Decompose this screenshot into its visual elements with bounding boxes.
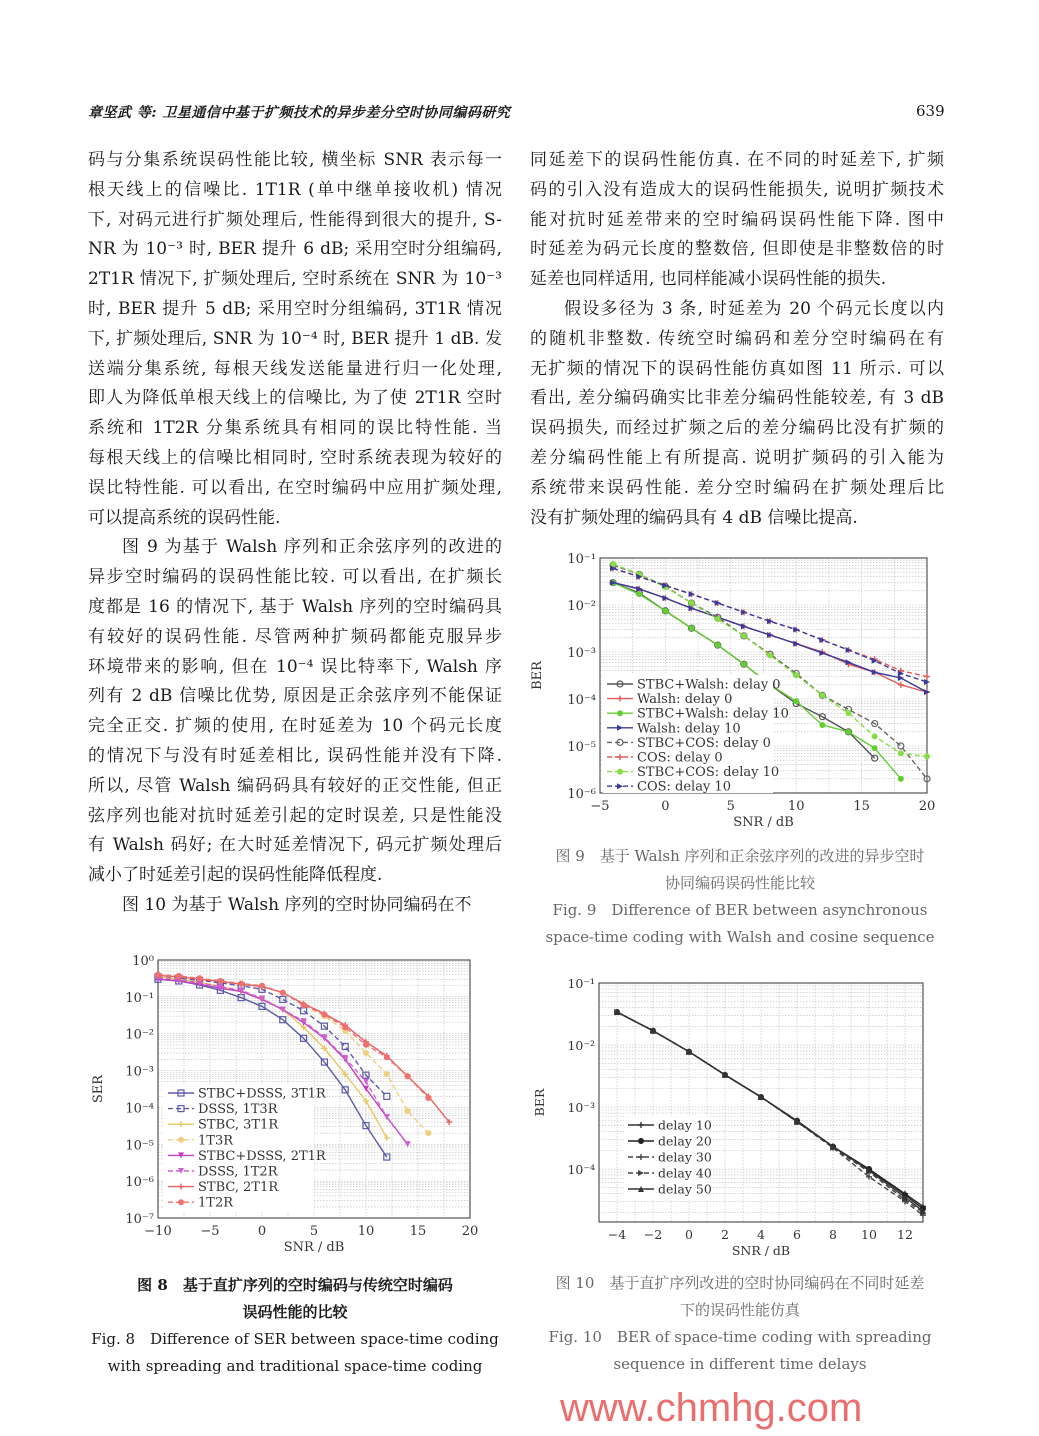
text-line: 减小了时延差引起的误码性能降低程度. bbox=[88, 865, 383, 886]
x-tick-label: 20 bbox=[918, 799, 936, 814]
data-point bbox=[846, 729, 852, 735]
caption-zh-line: 图 9 基于 Walsh 序列和正余弦序列的改进的异步空时 bbox=[555, 847, 925, 865]
page-number: 639 bbox=[916, 102, 945, 120]
x-tick-label: 0 bbox=[661, 799, 670, 814]
data-point bbox=[176, 973, 182, 979]
text-line: 延差也同样适用, 也同样能减小误码性能的损失. bbox=[530, 269, 887, 290]
caption-zh-line: 图 8 基于直扩序列的空时编码与传统空时编码 bbox=[137, 1276, 453, 1294]
x-tick-label: −5 bbox=[590, 799, 610, 814]
y-tick-label: 10⁻² bbox=[567, 1038, 595, 1054]
data-point bbox=[715, 616, 721, 622]
text-line: 无扩频的情况下的误码性能仿真如图 11 所示. 可以 bbox=[530, 358, 944, 379]
text-line: 有较好的误码性能. 尽管两种扩频码都能克服异步 bbox=[88, 626, 502, 647]
data-point bbox=[819, 722, 825, 728]
y-tick-label: 10⁰ bbox=[132, 954, 154, 969]
text-line: 能对抗时延差带来的空时编码误码性能下降. 图中 bbox=[530, 209, 944, 230]
x-tick-label: 5 bbox=[726, 799, 735, 814]
text-line: 即人为降低单根天线上的信噪比, 为了使 2T1R 空时 bbox=[88, 388, 502, 409]
caption-zh-line: 图 10 基于直扩序列改进的空时协同编码在不同时延差 bbox=[555, 1274, 925, 1292]
legend-marker bbox=[617, 710, 623, 716]
x-tick-label: 15 bbox=[853, 799, 870, 814]
caption-en-line: with spreading and traditional space-time coding bbox=[107, 1357, 483, 1375]
data-point bbox=[662, 608, 668, 614]
text-line: 码的引入没有造成大的误码性能损失, 说明扩频技术 bbox=[530, 179, 944, 200]
x-tick-label: 5 bbox=[309, 1224, 319, 1239]
legend-label: delay 10 bbox=[658, 1117, 712, 1133]
text-line: 完全正交. 扩频的使用, 在时延差为 10 个码元长度 bbox=[88, 716, 502, 737]
data-point bbox=[741, 633, 747, 639]
legend-label: DSSS, 1T3R bbox=[198, 1102, 278, 1118]
x-tick-label: 0 bbox=[685, 1227, 693, 1242]
x-tick-label: 12 bbox=[897, 1227, 913, 1242]
data-point bbox=[425, 1095, 431, 1101]
y-tick-label: 10⁻² bbox=[567, 599, 596, 614]
figure-8-caption bbox=[88, 1272, 502, 1380]
data-point bbox=[689, 625, 695, 631]
caption-en-line: sequence in different time delays bbox=[613, 1355, 867, 1373]
y-tick-label: 10⁻² bbox=[125, 1027, 154, 1043]
data-point bbox=[217, 978, 223, 984]
x-tick-label: −10 bbox=[144, 1224, 172, 1239]
data-point bbox=[793, 698, 799, 704]
data-point bbox=[301, 1002, 307, 1008]
legend-label: STBC+Walsh: delay 10 bbox=[637, 706, 789, 722]
text-line: 环境带来的影响, 但在 10⁻⁴ 误比特率下, Walsh 序 bbox=[88, 656, 502, 677]
legend-label: Walsh: delay 0 bbox=[637, 692, 733, 708]
legend-label: DSSS, 1T2R bbox=[198, 1164, 278, 1180]
data-point bbox=[197, 975, 203, 981]
data-point bbox=[819, 692, 825, 698]
y-tick-label: 10⁻³ bbox=[567, 646, 596, 661]
x-tick-label: −2 bbox=[643, 1227, 663, 1242]
data-point bbox=[342, 1024, 348, 1030]
y-axis-label: SER bbox=[91, 1074, 106, 1104]
data-point bbox=[384, 1054, 390, 1060]
x-tick-label: −4 bbox=[607, 1227, 627, 1242]
text-line: 时, BER 提升 5 dB; 采用空时分组编码, 3T1R 情况 bbox=[88, 298, 502, 319]
series-line bbox=[158, 975, 428, 1098]
text-line: 下, 对码元进行扩频处理后, 性能得到很大的提升, S- bbox=[88, 209, 502, 230]
text-line: 没有扩频处理的编码具有 4 dB 信噪比提高. bbox=[530, 507, 858, 528]
y-tick-label: 10⁻¹ bbox=[125, 990, 154, 1006]
text-line: 的情况下与没有时延差相比, 误码性能并没有下降. bbox=[88, 745, 502, 766]
data-point bbox=[363, 1050, 369, 1056]
legend-label: STBC+DSSS, 2T1R bbox=[198, 1148, 326, 1164]
y-tick-label: 10⁻³ bbox=[125, 1064, 154, 1080]
x-tick-label: 10 bbox=[787, 799, 805, 814]
caption-zh-line: 误码性能的比较 bbox=[242, 1303, 348, 1321]
y-tick-label: 10⁻⁶ bbox=[567, 787, 596, 802]
legend-marker bbox=[617, 769, 623, 775]
text-line: 码与分集系统误码性能比较, 横坐标 SNR 表示每一 bbox=[88, 150, 502, 170]
y-tick-label: 10⁻³ bbox=[567, 1100, 595, 1116]
data-point bbox=[924, 674, 930, 680]
y-axis-label: BER bbox=[530, 661, 545, 690]
y-tick-label: 10⁻⁵ bbox=[567, 740, 596, 755]
text-line: 图 10 为基于 Walsh 序列的空时协同编码在不 bbox=[122, 894, 472, 915]
caption-en-line: space-time coding with Walsh and cosine sequence bbox=[545, 928, 935, 946]
data-point bbox=[280, 990, 286, 996]
x-axis-label: SNR / dB bbox=[731, 1243, 791, 1258]
data-point bbox=[636, 591, 642, 597]
text-line: 误比特性能. 可以看出, 在空时编码中应用扩频处理, bbox=[88, 477, 502, 498]
y-tick-label: 10⁻⁴ bbox=[567, 1162, 595, 1178]
data-point bbox=[846, 710, 852, 716]
data-point bbox=[793, 672, 799, 678]
caption-en-line: Fig. 8 Difference of SER between space-time coding bbox=[91, 1330, 499, 1348]
left-column bbox=[88, 146, 502, 921]
text-line: 异步空时编码的误码性能比较. 可以看出, 在扩频长 bbox=[88, 567, 502, 588]
data-point bbox=[384, 1071, 390, 1077]
text-line: 系统和 1T2R 分集系统具有相同的误比特性能. 当 bbox=[88, 418, 502, 439]
legend-label: STBC+DSSS, 3T1R bbox=[198, 1086, 326, 1102]
text-line: 根天线上的信噪比. 1T1R (单中继单接收机) 情况 bbox=[88, 179, 502, 200]
text-line: 差分编码性能上有所提高. 说明扩频码的引入能为 bbox=[530, 447, 944, 468]
legend-label: delay 50 bbox=[658, 1181, 712, 1197]
text-line: 的随机非整数. 传统空时编码和差分空时编码在有 bbox=[530, 328, 944, 349]
data-point bbox=[259, 983, 265, 989]
legend-label: 1T2R bbox=[198, 1195, 234, 1211]
legend-label: STBC, 2T1R bbox=[198, 1180, 279, 1196]
legend-label: 1T3R bbox=[198, 1133, 234, 1149]
text-line: 同延差下的误码性能仿真. 在不同的时延差下, 扩频 bbox=[530, 150, 944, 170]
caption-en-line: Fig. 9 Difference of BER between asynchronous bbox=[552, 901, 928, 919]
caption-zh-line: 下的误码性能仿真 bbox=[679, 1301, 800, 1319]
legend bbox=[164, 1084, 327, 1212]
legend-label: STBC, 3T1R bbox=[198, 1117, 279, 1133]
data-point bbox=[715, 642, 721, 648]
data-point bbox=[155, 972, 161, 978]
text-line: 送端分集系统, 每根天线发送能量进行归一化处理, bbox=[88, 358, 502, 379]
x-tick-label: 6 bbox=[793, 1227, 801, 1242]
caption-en-line: Fig. 10 BER of space-time coding with spreading bbox=[548, 1328, 932, 1346]
text-line: 看出, 差分编码确实比非差分编码性能较差, 有 3 dB bbox=[530, 388, 944, 409]
text-line: 列有 2 dB 信噪比优势, 原因是正余弦序列不能保证 bbox=[88, 686, 502, 707]
y-tick-label: 10⁻⁶ bbox=[125, 1175, 154, 1191]
data-point bbox=[280, 996, 286, 1002]
legend-marker bbox=[178, 1199, 184, 1205]
y-tick-label: 10⁻¹ bbox=[567, 976, 595, 991]
y-tick-label: 10⁻⁷ bbox=[125, 1212, 154, 1227]
legend-label: Walsh: delay 10 bbox=[637, 721, 741, 737]
data-point bbox=[741, 661, 747, 667]
data-point bbox=[689, 600, 695, 606]
y-axis-label: BER bbox=[532, 1088, 547, 1117]
x-tick-label: 10 bbox=[357, 1224, 375, 1239]
figure-8-chart bbox=[91, 950, 500, 1255]
y-tick-label: 10⁻¹ bbox=[567, 552, 596, 567]
x-axis-label: SNR / dB bbox=[283, 1240, 345, 1255]
y-tick-label: 10⁻⁴ bbox=[567, 693, 596, 708]
data-point bbox=[425, 1130, 431, 1136]
text-line: NR 为 10⁻³ 时, BER 提升 6 dB; 采用空时分组编码, bbox=[88, 239, 502, 260]
data-point bbox=[872, 745, 878, 751]
figure-10-chart bbox=[532, 970, 940, 1270]
text-line: 2T1R 情况下, 扩频处理后, 空时系统在 SNR 为 10⁻³ bbox=[88, 269, 502, 290]
y-tick-label: 10⁻⁵ bbox=[125, 1138, 154, 1154]
x-tick-label: 15 bbox=[409, 1224, 427, 1239]
text-line: 时延差为码元长度的整数倍, 但即使是非整数倍的时 bbox=[530, 239, 944, 260]
figure-9-caption bbox=[530, 843, 950, 951]
legend bbox=[624, 1116, 712, 1200]
text-line: 弦序列也能对抗时延差引起的定时误差, 只是性能没 bbox=[88, 805, 502, 826]
legend-label: delay 20 bbox=[658, 1133, 712, 1149]
text-line: 假设多径为 3 条, 时延差为 20 个码元长度以内 bbox=[564, 298, 944, 319]
series-dsss-1t3r bbox=[155, 974, 390, 1100]
text-line: 所以, 尽管 Walsh 编码码具有较好的正交性能, 但正 bbox=[88, 775, 502, 796]
right-column bbox=[530, 146, 944, 533]
x-tick-label: 2 bbox=[721, 1227, 729, 1242]
data-point bbox=[872, 733, 878, 739]
data-point bbox=[384, 1135, 390, 1141]
running-title: 章坚武 等: 卫星通信中基于扩频技术的异步差分空时协同编码研究 bbox=[88, 105, 511, 121]
data-point bbox=[321, 1012, 327, 1018]
series-line bbox=[158, 977, 387, 1097]
data-point bbox=[363, 1042, 369, 1048]
x-tick-label: 10 bbox=[861, 1227, 877, 1242]
data-point bbox=[405, 1108, 411, 1114]
figure-9-chart bbox=[530, 548, 945, 843]
data-point bbox=[924, 753, 930, 759]
y-tick-label: 10⁻⁴ bbox=[125, 1101, 154, 1117]
data-point bbox=[898, 682, 904, 688]
text-line: 度都是 16 的情况下, 基于 Walsh 序列的空时编码具 bbox=[88, 596, 502, 617]
x-tick-label: 20 bbox=[461, 1224, 479, 1239]
figure-10-caption bbox=[530, 1270, 950, 1378]
text-line: 每根天线上的信噪比相同时, 空时系统表现为较好的 bbox=[88, 447, 502, 468]
legend-marker bbox=[178, 1137, 184, 1143]
watermark: www.chmhg.com bbox=[560, 1386, 863, 1430]
x-tick-label: 8 bbox=[829, 1227, 837, 1242]
legend-label: delay 40 bbox=[658, 1165, 712, 1181]
text-line: 有 Walsh 码好; 在大时延差情况下, 码元扩频处理后 bbox=[88, 835, 502, 856]
x-tick-label: 0 bbox=[257, 1224, 267, 1239]
legend-label: STBC+COS: delay 0 bbox=[637, 735, 771, 751]
legend-label: delay 30 bbox=[658, 1149, 712, 1165]
text-line: 图 9 为基于 Walsh 序列和正余弦序列的改进的 bbox=[122, 537, 502, 558]
text-line: 下, 扩频处理后, SNR 为 10⁻⁴ 时, BER 提升 1 dB. 发 bbox=[88, 328, 502, 349]
data-point bbox=[767, 652, 773, 658]
data-point bbox=[405, 1073, 411, 1079]
text-line: 可以提高系统的误码性能. bbox=[88, 507, 281, 528]
data-point bbox=[238, 981, 244, 987]
text-line: 系统带来误码性能. 差分空时编码在扩频处理后比 bbox=[530, 477, 944, 498]
legend-marker bbox=[638, 1138, 644, 1144]
legend-label: COS: delay 0 bbox=[637, 750, 723, 766]
data-point bbox=[898, 750, 904, 756]
text-line: 误码损失, 而经过扩频之后的差分编码比没有扩频的 bbox=[530, 418, 944, 439]
legend-label: STBC+Walsh: delay 0 bbox=[637, 677, 781, 693]
legend bbox=[603, 675, 789, 795]
legend-label: STBC+COS: delay 10 bbox=[637, 765, 780, 781]
x-tick-label: −5 bbox=[200, 1224, 220, 1239]
series-line bbox=[613, 568, 927, 682]
legend-label: COS: delay 10 bbox=[637, 779, 731, 795]
x-tick-label: 4 bbox=[757, 1227, 765, 1242]
caption-zh-line: 协同编码误码性能比较 bbox=[664, 874, 815, 892]
x-axis-label: SNR / dB bbox=[733, 815, 794, 830]
data-point bbox=[898, 776, 904, 782]
